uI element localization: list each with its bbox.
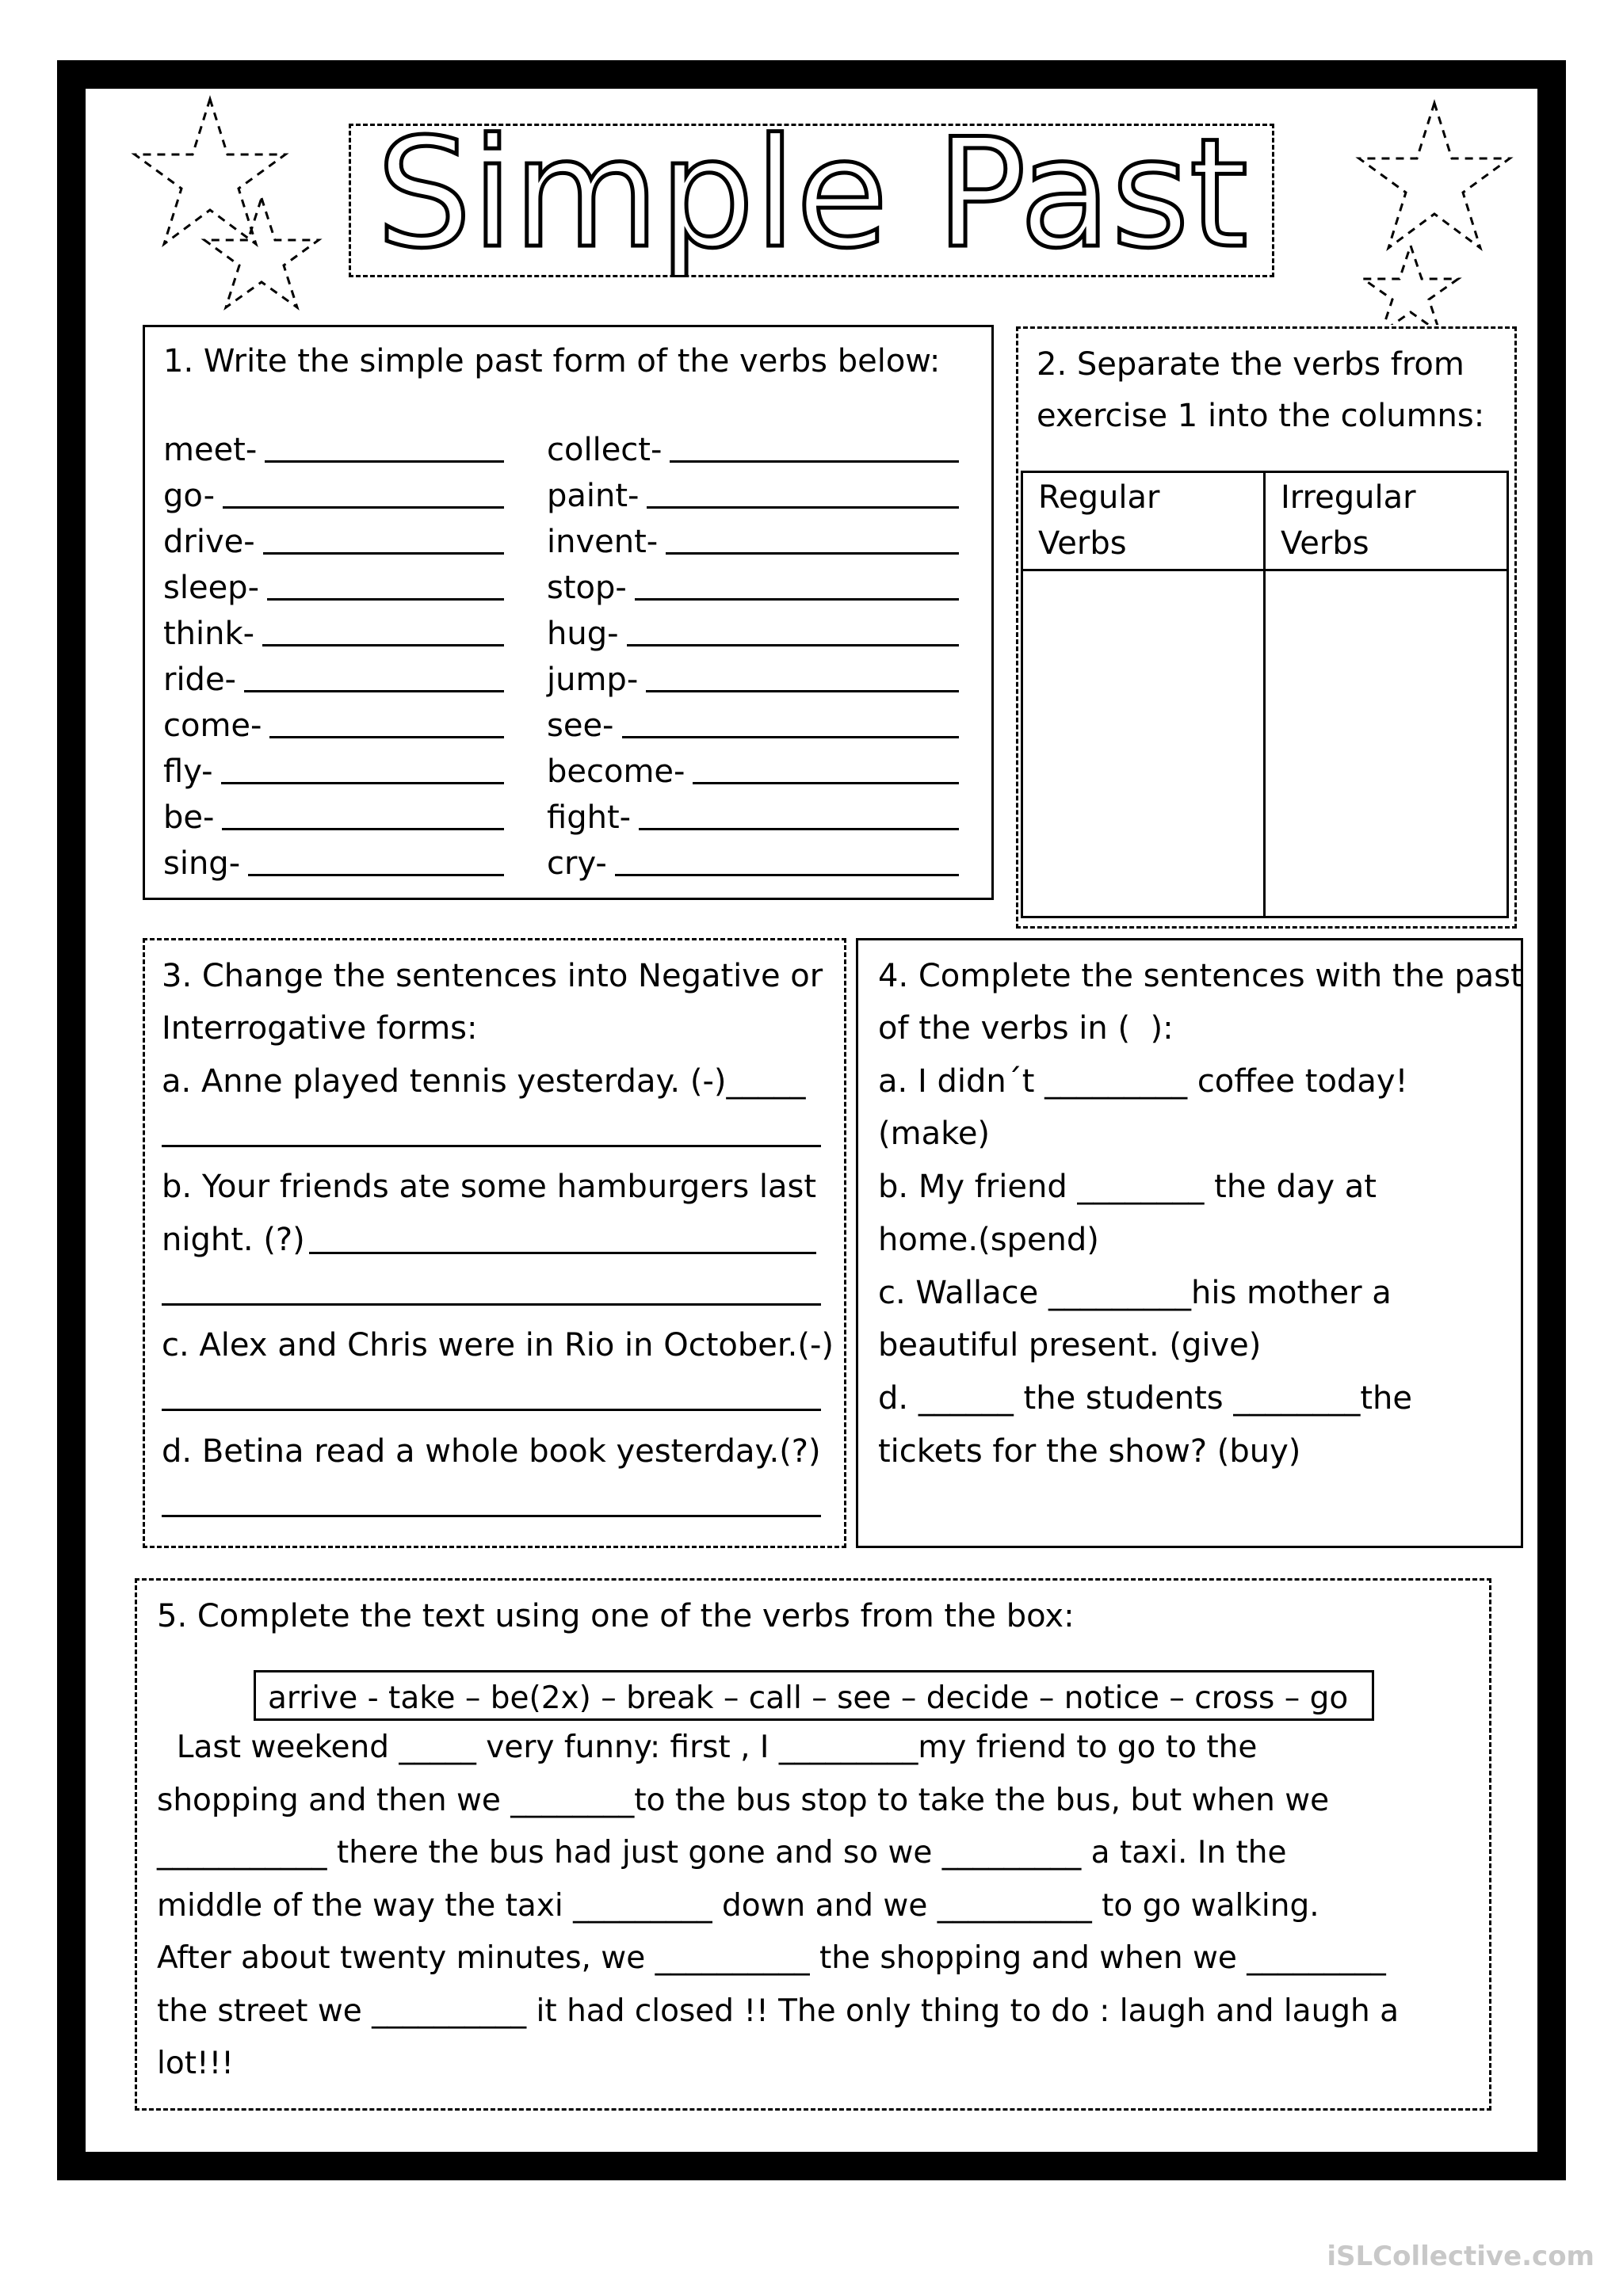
- answer-blank[interactable]: [627, 644, 959, 646]
- verb-label: be-: [163, 799, 215, 836]
- exercise-4-sentence-b-line2: home.(spend): [878, 1222, 1099, 1258]
- exercise-3-sentence-d: d. Betina read a whole book yesterday.(?): [162, 1433, 821, 1470]
- verb-label: cry-: [547, 845, 607, 882]
- verb-row: [163, 558, 504, 604]
- word-box-text: arrive - take – be(2x) – break – call – see – decide – notice – cross – go: [268, 1680, 1349, 1716]
- exercise-4-sentence-a-line2: (make): [878, 1116, 991, 1152]
- answer-line: [162, 1515, 821, 1517]
- exercise-4-sentence-d-line2: tickets for the show? (buy): [878, 1433, 1301, 1470]
- credit-watermark: iSLCollective.com: [1327, 2241, 1594, 2272]
- exercise-1-heading: 1. Write the simple past form of the verbs below:: [163, 343, 941, 379]
- verb-row: [547, 650, 959, 696]
- exercise-3-heading-line1: 3. Change the sentences into Negative or: [162, 958, 823, 994]
- star-cluster-right: [1316, 95, 1553, 325]
- verb-row: [163, 833, 504, 882]
- verb-row: [547, 420, 959, 466]
- verb-row: [163, 696, 504, 742]
- exercise-1-right-column: [547, 420, 959, 882]
- verb-label: think-: [163, 616, 255, 652]
- answer-blank[interactable]: [267, 598, 504, 601]
- star-icon: [135, 99, 285, 244]
- answer-blank[interactable]: [269, 736, 504, 738]
- verb-label: drive-: [163, 524, 255, 560]
- star-icon: [204, 198, 319, 307]
- verb-row: [547, 558, 959, 604]
- star-cluster-left: [103, 95, 333, 325]
- exercise-5-line: the street we __________ it had closed !! The only thing to do : laugh and laugh a: [157, 1993, 1400, 2029]
- verb-label: sing-: [163, 845, 241, 882]
- regular-verbs-header-line2: Verbs: [1038, 525, 1127, 562]
- verb-label: meet-: [163, 432, 258, 468]
- answer-blank[interactable]: [221, 782, 504, 784]
- exercise-4-sentence-b-line1: b. My friend ________ the day at: [878, 1169, 1377, 1205]
- verb-label: invent-: [547, 524, 659, 560]
- verb-label: become-: [547, 753, 685, 790]
- answer-blank[interactable]: [647, 506, 959, 509]
- exercise-5-text: [157, 1732, 1399, 2101]
- star-icon: [1363, 246, 1458, 325]
- exercise-3-sentence-a: a. Anne played tennis yesterday. (-)_____: [162, 1063, 806, 1100]
- verb-row: [163, 604, 504, 650]
- exercise-3-sentence-b-line1: b. Your friends ate some hamburgers last: [162, 1169, 817, 1205]
- verb-row: [163, 742, 504, 788]
- answer-blank[interactable]: [248, 874, 504, 876]
- irregular-verbs-header-line1: Irregular: [1281, 479, 1416, 516]
- answer-blank[interactable]: [666, 552, 959, 555]
- answer-line: [162, 1303, 821, 1306]
- verb-row: [547, 696, 959, 742]
- exercise-3-sentence-b-line2: night. (?): [162, 1222, 305, 1258]
- exercise-5-line: ___________ there the bus had just gone and so we _________ a taxi. In the: [157, 1835, 1287, 1871]
- verb-row: [163, 650, 504, 696]
- verb-row: [547, 788, 959, 836]
- exercise-5-line: lot!!!: [157, 2046, 234, 2081]
- answer-blank[interactable]: [639, 828, 959, 830]
- verb-label: hug-: [547, 616, 619, 652]
- exercise-1-left-column: [163, 420, 504, 882]
- answer-line: [162, 1145, 821, 1147]
- exercise-4-heading-line1: 4. Complete the sentences with the past: [878, 958, 1523, 994]
- page-title-art: [357, 127, 1268, 277]
- irregular-verbs-header-line2: Verbs: [1281, 525, 1369, 562]
- exercise-5-line: After about twenty minutes, we __________ the shopping and when we _________: [157, 1940, 1386, 1976]
- verb-label: sleep-: [163, 570, 259, 606]
- exercise-5-line: middle of the way the taxi _________ down and we __________ to go walking.: [157, 1887, 1319, 1924]
- exercise-5-heading: 5. Complete the text using one of the verbs from the box:: [157, 1598, 1075, 1634]
- regular-verbs-header-line1: Regular: [1038, 479, 1160, 516]
- exercise-4-heading-line2: of the verbs in ( ):: [878, 1010, 1174, 1047]
- answer-line: [309, 1252, 816, 1254]
- verb-row: [547, 833, 959, 882]
- verb-label: paint-: [547, 478, 640, 514]
- verb-label: collect-: [547, 432, 663, 468]
- answer-blank[interactable]: [670, 460, 959, 463]
- exercise-4-sentence-c-line2: beautiful present. (give): [878, 1327, 1262, 1363]
- verb-label: jump-: [547, 662, 639, 698]
- verb-row: [163, 512, 504, 558]
- verb-row: [547, 604, 959, 650]
- answer-blank[interactable]: [262, 644, 504, 646]
- exercise-3-sentence-c: c. Alex and Chris were in Rio in October.(-): [162, 1327, 834, 1363]
- answer-blank[interactable]: [265, 460, 504, 463]
- verb-label: come-: [163, 707, 262, 744]
- answer-blank[interactable]: [223, 506, 504, 509]
- exercise-5-line: Last weekend _____ very funny: first , I _________my friend to go to the: [157, 1730, 1258, 1765]
- verb-label: see-: [547, 707, 614, 744]
- answer-blank[interactable]: [263, 552, 504, 555]
- answer-blank[interactable]: [646, 690, 959, 692]
- verb-label: stop-: [547, 570, 627, 606]
- verb-row: [547, 742, 959, 788]
- verbs-table-column-divider: [1263, 471, 1266, 918]
- verb-label: fly-: [163, 753, 213, 790]
- answer-blank[interactable]: [615, 874, 959, 876]
- answer-blank[interactable]: [244, 690, 504, 692]
- exercise-2-heading-line2: exercise 1 into the columns:: [1037, 398, 1485, 434]
- exercise-4-sentence-d-line1: d. ______ the students ________the: [878, 1380, 1413, 1417]
- exercise-3-heading-line2: Interrogative forms:: [162, 1010, 478, 1047]
- verb-row: [547, 512, 959, 558]
- verb-label: ride-: [163, 662, 236, 698]
- exercise-2-heading-line1: 2. Separate the verbs from: [1037, 346, 1465, 383]
- answer-blank[interactable]: [693, 782, 959, 784]
- answer-blank[interactable]: [222, 828, 504, 830]
- answer-line: [162, 1409, 821, 1411]
- answer-blank[interactable]: [635, 598, 959, 601]
- star-icon: [1359, 103, 1510, 248]
- exercise-4-sentence-c-line1: c. Wallace _________his mother a: [878, 1275, 1392, 1311]
- verb-row: [547, 466, 959, 512]
- verb-row: [163, 788, 504, 836]
- verb-label: go-: [163, 478, 216, 514]
- answer-blank[interactable]: [622, 736, 960, 738]
- exercise-5-line: shopping and then we ________to the bus stop to take the bus, but when we: [157, 1782, 1330, 1818]
- page-title: Simple Past: [376, 127, 1248, 277]
- verb-row: [163, 420, 504, 466]
- exercise-4-sentence-a-line1: a. I didn´t _________ coffee today!: [878, 1063, 1408, 1100]
- verb-label: fight-: [547, 799, 632, 836]
- verb-row: [163, 466, 504, 512]
